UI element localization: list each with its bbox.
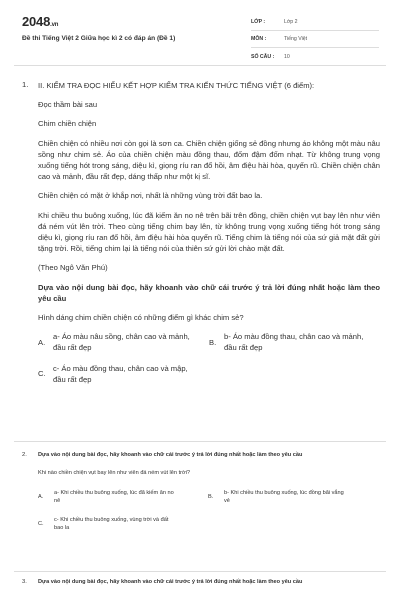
meta-row-count <box>251 48 379 65</box>
option-b[interactable] <box>209 331 380 353</box>
question-number: 2. <box>22 452 27 458</box>
meta-row-class <box>251 14 379 31</box>
story-paragraph: Chiền chiện có mặt ở khắp nơi, nhất là những vùng trời đất bao la. <box>38 191 263 201</box>
question-text: Khi nào chiền chiện vụt bay lên như viên đá ném vút lên trời? <box>38 470 191 477</box>
option-c[interactable] <box>38 363 209 385</box>
header-divider <box>14 65 386 66</box>
option-a[interactable] <box>38 489 208 506</box>
question-instruction: Dựa vào nội dung bài đọc, hãy khoanh vào chữ cái trước ý trả lời đúng nhất hoặc làm theo yêu cầu <box>38 282 380 303</box>
option-text: a- Áo màu nâu sồng, chân cao và mảnh, đầu rất đẹp <box>53 332 190 353</box>
exam-title: Đề thi Tiếng Việt 2 Giữa học kì 2 có đáp án (Đề 1) <box>22 35 176 42</box>
meta-label: LỚP : <box>251 19 266 25</box>
question-body <box>38 80 380 394</box>
question-instruction: Dựa vào nội dung bài đọc, hãy khoanh vào chữ cái trước ý trả lời đúng nhất hoặc làm theo yêu cầu <box>38 579 303 585</box>
question-body <box>38 578 378 586</box>
option-letter: A. <box>38 494 44 501</box>
site-logo[interactable] <box>22 14 58 29</box>
question-text: Hình dáng chim chiền chiện có những điểm gì khác chim sẻ? <box>38 313 244 323</box>
option-letter: C. <box>38 369 46 379</box>
option-text: b- Khi chiều thu buông xuống, lúc đồng bãi vắng vẻ <box>224 489 344 505</box>
meta-value: 10 <box>284 53 290 60</box>
options-row <box>38 331 380 353</box>
option-text: c- Áo màu đồng thau, chân cao và mập, đầu rất đẹp <box>53 363 188 384</box>
option-text: a- Khi chiều thu buông xuống, lúc đã kiếm ăn no nê <box>54 489 174 505</box>
story-paragraph: Khi chiều thu buông xuống, lúc đã kiếm ăn no nê trên bãi trên đồng, chiền chiện vụt bay lên như viên đá ném vút lên trời. Theo cùng tiếng chim bay lên, từ không trung vọng xuống tiếng hót trong sáng diệu kì, giọng ríu ran đổ hồi, âm điệu hài hòa quyến rũ. Tiếng chim là tiếng nói của sứ giả mặt đất gửi tặng trời. Rồi, tiếng chim lại là tiếng nói của thiên sứ gửi lời chào mặt đất. <box>38 210 380 254</box>
option-letter: B. <box>208 494 214 501</box>
question-divider <box>14 571 386 572</box>
question-divider <box>14 441 386 442</box>
options-row <box>38 516 378 533</box>
section-title: II. KIỂM TRA ĐỌC HIỂU KẾT HỢP KIỂM TRA KIẾN THỨC TIẾNG VIỆT (6 điểm): <box>38 81 315 90</box>
meta-row-subject <box>251 31 379 48</box>
option-letter: B. <box>209 337 217 347</box>
option-text: c- Khi chiều thu buông xuống, vùng trời và đất bao la <box>54 516 169 532</box>
story-title: Chim chiền chiện <box>38 119 97 129</box>
option-b[interactable] <box>208 489 378 506</box>
logo-main: 2048 <box>22 14 51 29</box>
option-letter: C. <box>38 520 44 527</box>
reading-intro: Đọc thầm bài sau <box>38 100 98 110</box>
question-number: 1. <box>22 80 29 89</box>
meta-label: MÔN : <box>251 36 267 42</box>
option-letter: A. <box>38 337 46 347</box>
options-row <box>38 363 380 385</box>
logo-suffix: .vn <box>50 22 59 28</box>
meta-label: SỐ CÂU : <box>251 53 275 60</box>
meta-value: Tiếng Việt <box>284 36 308 42</box>
question-instruction: Dựa vào nội dung bài đọc, hãy khoanh vào chữ cái trước ý trả lời đúng nhất hoặc làm theo yêu cầu <box>38 452 303 458</box>
story-source: (Theo Ngô Văn Phú) <box>38 263 108 273</box>
question-body <box>38 451 378 541</box>
option-a[interactable] <box>38 331 209 353</box>
meta-value: Lớp 2 <box>284 19 298 25</box>
option-c[interactable] <box>38 516 208 533</box>
options-row <box>38 489 378 506</box>
question-number: 3. <box>22 579 27 585</box>
story-paragraph: Chiền chiện có nhiều nơi còn gọi là sơn ca. Chiền chiện giống sẻ đồng nhưng áo không một màu nâu sồng như chim sẻ. Áo của chiền chiện màu đồng thau, đốm đậm đốm nhạt. Từ không trung vọng xuống tiếng hót trong sáng, diệu kì, giọng ríu ran đổ hồi, âm điệu hài hòa, quyến rũ. Chiền chiện chân cao và mảnh, đầu rất đẹp, dáng thấp như một kị sĩ. <box>38 138 380 182</box>
exam-meta <box>251 14 379 65</box>
page-header <box>0 0 400 66</box>
option-text: b- Áo màu đồng thau, chân cao và mảnh, đầu rất đẹp <box>224 332 364 353</box>
